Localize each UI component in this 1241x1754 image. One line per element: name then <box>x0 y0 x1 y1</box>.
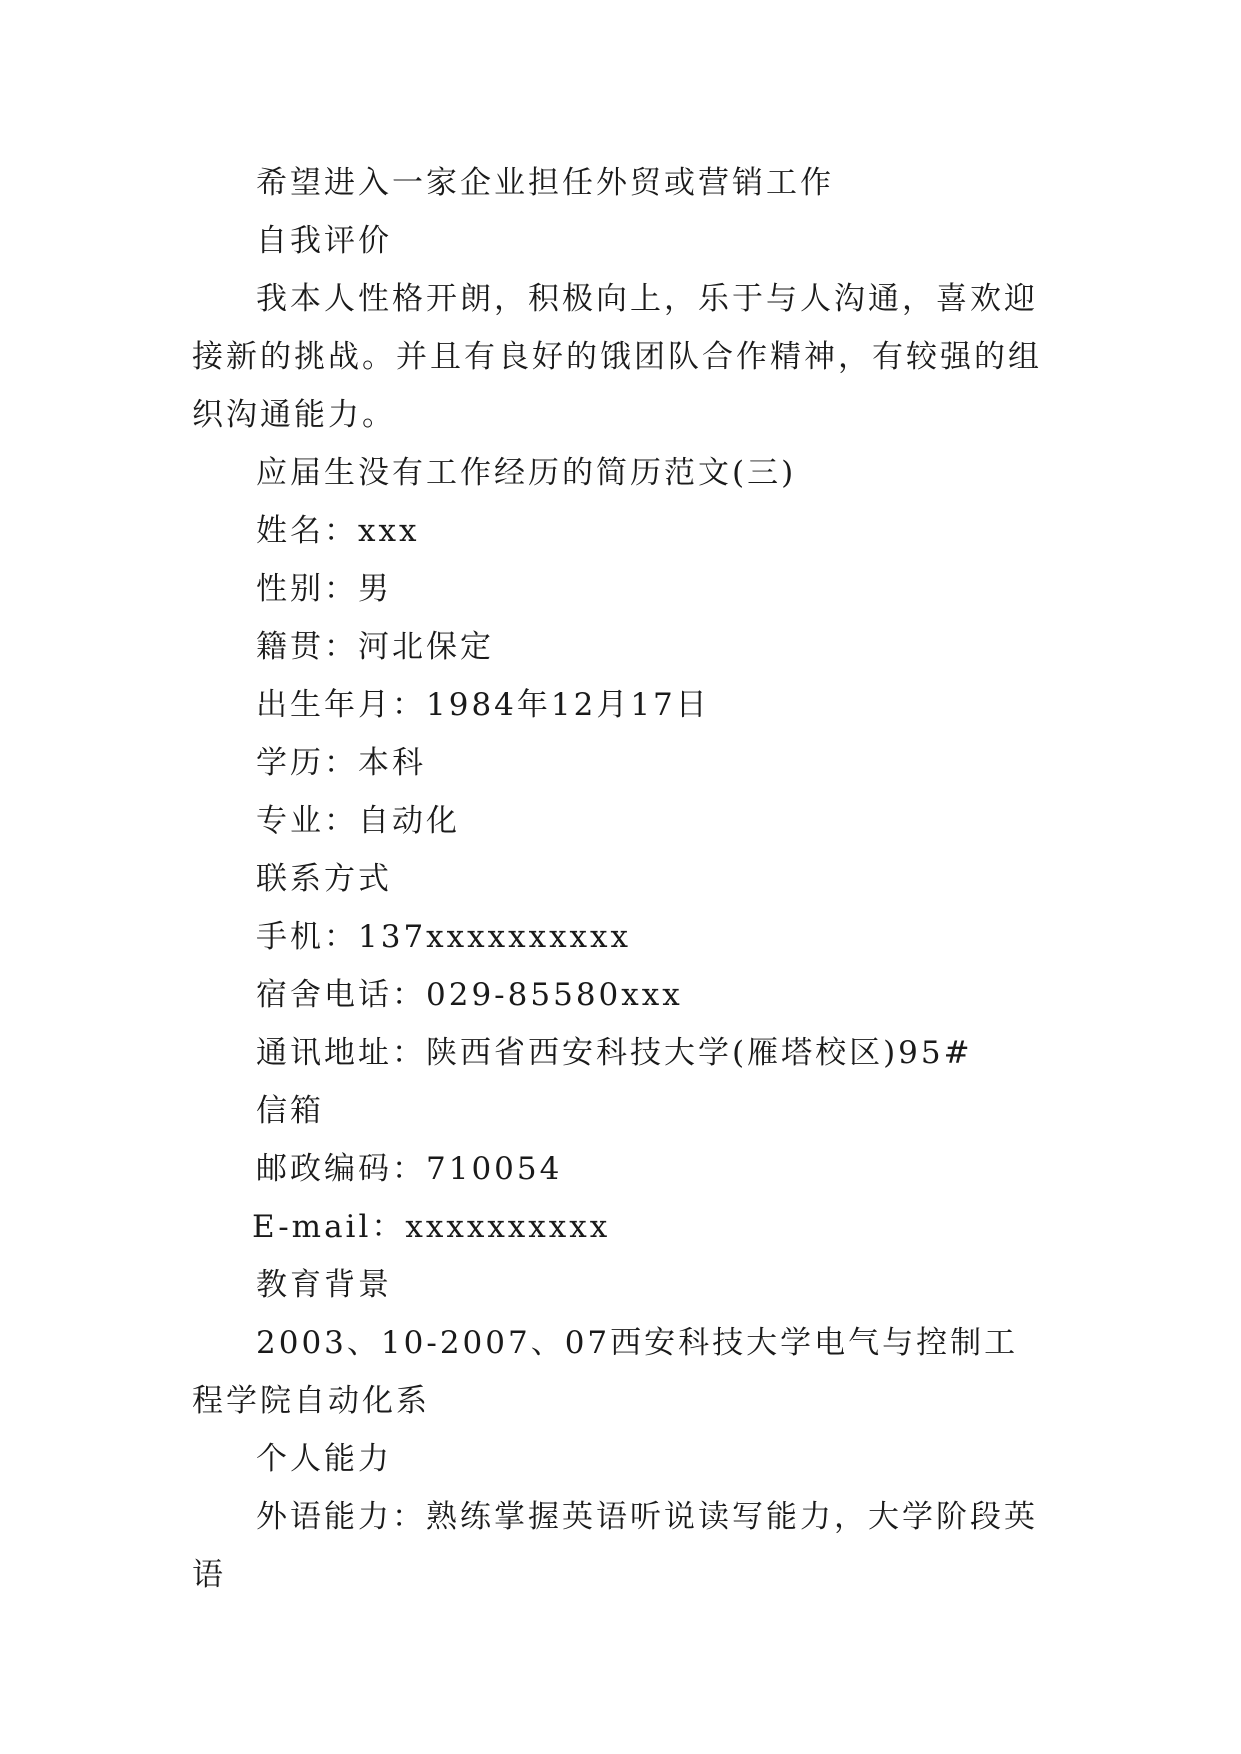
field-hometown: 籍贯：河北保定 <box>256 629 494 665</box>
field-mailbox: 信箱 <box>256 1093 324 1129</box>
field-name: 姓名：xxx <box>256 513 420 549</box>
heading-contact: 联系方式 <box>256 861 392 897</box>
heading-education: 教育背景 <box>256 1267 392 1303</box>
field-postal-code: 邮政编码：710054 <box>256 1151 563 1187</box>
paragraph-career-goal: 希望进入一家企业担任外贸或营销工作 <box>256 165 834 201</box>
field-email: E-mail：xxxxxxxxxx <box>252 1209 611 1245</box>
field-mobile: 手机：137xxxxxxxxxx <box>256 919 631 955</box>
heading-personal-ability: 个人能力 <box>256 1441 392 1477</box>
document-body <box>192 154 1052 1604</box>
field-education-level: 学历：本科 <box>256 745 426 781</box>
field-birth-date: 出生年月：1984年12月17日 <box>256 687 710 723</box>
heading-resume-sample-3: 应届生没有工作经历的简历范文(三) <box>256 455 797 491</box>
field-address: 通讯地址：陕西省西安科技大学(雁塔校区)95# <box>256 1035 973 1071</box>
field-major: 专业：自动化 <box>256 803 460 839</box>
heading-self-evaluation: 自我评价 <box>256 223 392 259</box>
paragraph-education-entry: 2003、10-2007、07西安科技大学电气与控制工程学院自动化系 <box>192 1325 1019 1419</box>
field-dorm-phone: 宿舍电话：029-85580xxx <box>256 977 683 1013</box>
field-gender: 性别：男 <box>256 571 392 607</box>
paragraph-language-ability: 外语能力：熟练掌握英语听说读写能力，大学阶段英语 <box>192 1499 1038 1593</box>
paragraph-self-evaluation: 我本人性格开朗，积极向上，乐于与人沟通，喜欢迎接新的挑战。并且有良好的饿团队合作精神，有较强的组织沟通能力。 <box>192 281 1042 433</box>
